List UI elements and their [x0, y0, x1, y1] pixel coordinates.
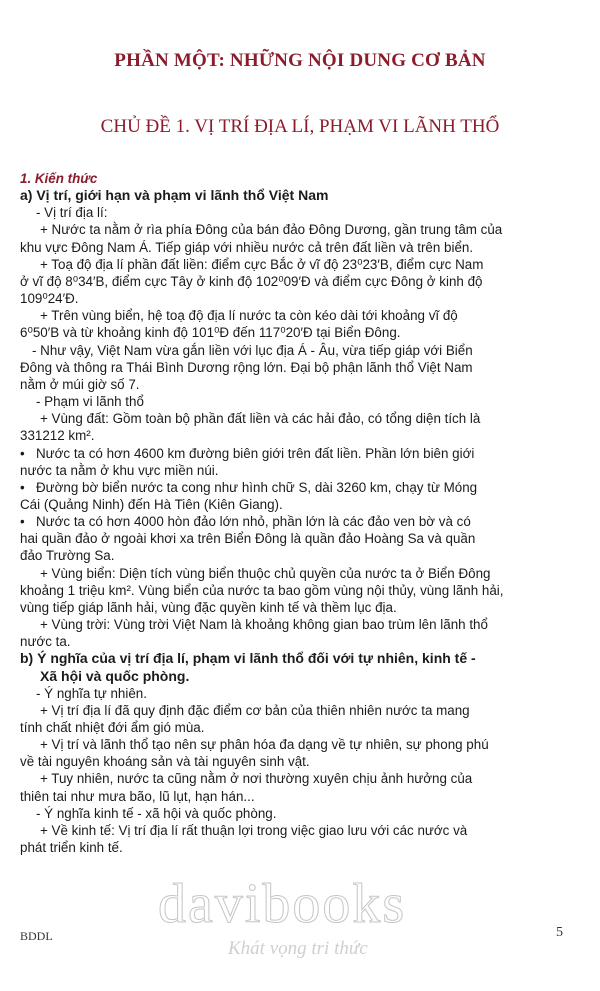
- text-line: + Tuy nhiên, nước ta cũng nằm ở nơi thường xuyên chịu ảnh hưởng của: [40, 771, 473, 787]
- text-line: 6⁰50′B và từ khoảng kinh độ 101⁰Đ đến 117⁰20′Đ tại Biển Đông.: [20, 325, 401, 341]
- text-line: nằm ở múi giờ số 7.: [20, 376, 140, 392]
- text-line: + Trên vùng biển, hệ toạ độ địa lí nước ta còn kéo dài tới khoảng vĩ độ: [40, 308, 458, 324]
- text-line: - Ý nghĩa kinh tế - xã hội và quốc phòng.: [36, 805, 277, 821]
- text-line: + Về kinh tế: Vị trí địa lí rất thuận lợi trong việc giao lưu với các nước và: [40, 822, 468, 838]
- watermark-brand: davibooks: [158, 873, 407, 935]
- text-line: + Vùng biển: Diện tích vùng biển thuộc chủ quyền của nước ta ở Biển Đông: [40, 565, 491, 581]
- subsection-heading: a) Vị trí, giới hạn và phạm vi lãnh thổ Việt Nam: [20, 187, 329, 204]
- bullet-item: • Nước ta có hơn 4600 km đường biên giới trên đất liền. Phần lớn biên giới: [20, 445, 475, 461]
- part-title: PHẦN MỘT: NHỮNG NỘI DUNG CƠ BẢN: [114, 50, 486, 71]
- text-line: + Vùng trời: Vùng trời Việt Nam là khoảng không gian bao trùm lên lãnh thổ: [40, 617, 488, 633]
- text-line: 109⁰24′Đ.: [20, 291, 79, 307]
- subsection-heading-cont: Xã hội và quốc phòng.: [40, 667, 190, 684]
- text-line: hai quần đảo ở ngoài khơi xa trên Biển Đông là quần đảo Hoàng Sa và quần: [20, 531, 476, 547]
- document-body: [20, 170, 568, 856]
- text-line: khoảng 1 triệu km². Vùng biển của nước ta bao gồm vùng nội thủy, vùng lãnh hải,: [20, 582, 504, 598]
- text-line: - Như vậy, Việt Nam vừa gắn liền với lục địa Á - Âu, vừa tiếp giáp với Biển: [32, 342, 473, 358]
- bullet-icon: •: [20, 514, 25, 530]
- footer-code: BDDL: [20, 929, 53, 943]
- text-line: + Nước ta nằm ở rìa phía Đông của bán đảo Đông Dương, gần trung tâm của: [40, 222, 503, 238]
- text-line: về tài nguyên khoáng sản và tài nguyên sinh vật.: [20, 754, 310, 770]
- text-line: vùng tiếp giáp lãnh hải, vùng đặc quyền kinh tế và thềm lục địa.: [20, 599, 397, 615]
- bullet-item: • Nước ta có hơn 4000 hòn đảo lớn nhỏ, phần lớn là các đảo ven bờ và có: [20, 514, 471, 530]
- text-line: nước ta nằm ở khu vực miền núi.: [20, 462, 219, 478]
- text-line: + Vùng đất: Gồm toàn bộ phần đất liền và các hải đảo, có tổng diện tích là: [40, 411, 481, 427]
- section-heading: 1. Kiến thức: [20, 171, 98, 186]
- text-line: 331212 km².: [20, 428, 95, 444]
- subsection-heading: b) Ý nghĩa của vị trí địa lí, phạm vi lãnh thổ đối với tự nhiên, kinh tế -: [20, 650, 476, 667]
- bullet-icon: •: [20, 479, 25, 495]
- watermark-slogan: Khát vọng tri thức: [228, 938, 368, 959]
- text-line: Đông và thông ra Thái Bình Dương rộng lớn. Đại bộ phận lãnh thổ Việt Nam: [20, 359, 473, 375]
- page-number: 5: [556, 925, 563, 940]
- text-line: khu vực Đông Nam Á. Tiếp giáp với nhiều nước cả trên đất liền và trên biển.: [20, 239, 474, 255]
- text-line: nước ta.: [20, 634, 71, 650]
- text-line: + Vị trí và lãnh thổ tạo nên sự phân hóa đa dạng về tự nhiên, sự phong phú: [40, 737, 489, 753]
- bullet-icon: •: [20, 445, 25, 461]
- bullet-item: • Đường bờ biển nước ta cong như hình chữ S, dài 3260 km, chạy từ Móng: [20, 479, 478, 495]
- text-line: Cái (Quảng Ninh) đến Hà Tiên (Kiên Giang).: [20, 496, 283, 512]
- topic-title: CHỦ ĐỀ 1. VỊ TRÍ ĐỊA LÍ, PHẠM VI LÃNH THỔ: [100, 116, 500, 137]
- text-line: ở vĩ độ 8⁰34′B, điểm cực Tây ở kinh độ 102⁰09′Đ và điểm cực Đông ở kinh độ: [20, 273, 483, 289]
- text-line: thiên tai như mưa bão, lũ lụt, hạn hán...: [20, 788, 255, 804]
- text-line: đảo Trường Sa.: [20, 548, 115, 564]
- text-line: tính chất nhiệt đới ẩm gió mùa.: [20, 720, 205, 735]
- text-line: - Vị trí địa lí:: [36, 205, 108, 221]
- text-line: + Toạ độ địa lí phần đất liền: điểm cực Bắc ở vĩ độ 23⁰23′B, điểm cực Nam: [40, 256, 484, 272]
- text-line: phát triển kinh tế.: [20, 840, 123, 856]
- text-line: - Ý nghĩa tự nhiên.: [36, 685, 147, 701]
- text-line: + Vị trí địa lí đã quy định đặc điểm cơ bản của thiên nhiên nước ta mang: [40, 702, 470, 718]
- text-line: - Phạm vi lãnh thổ: [36, 394, 144, 410]
